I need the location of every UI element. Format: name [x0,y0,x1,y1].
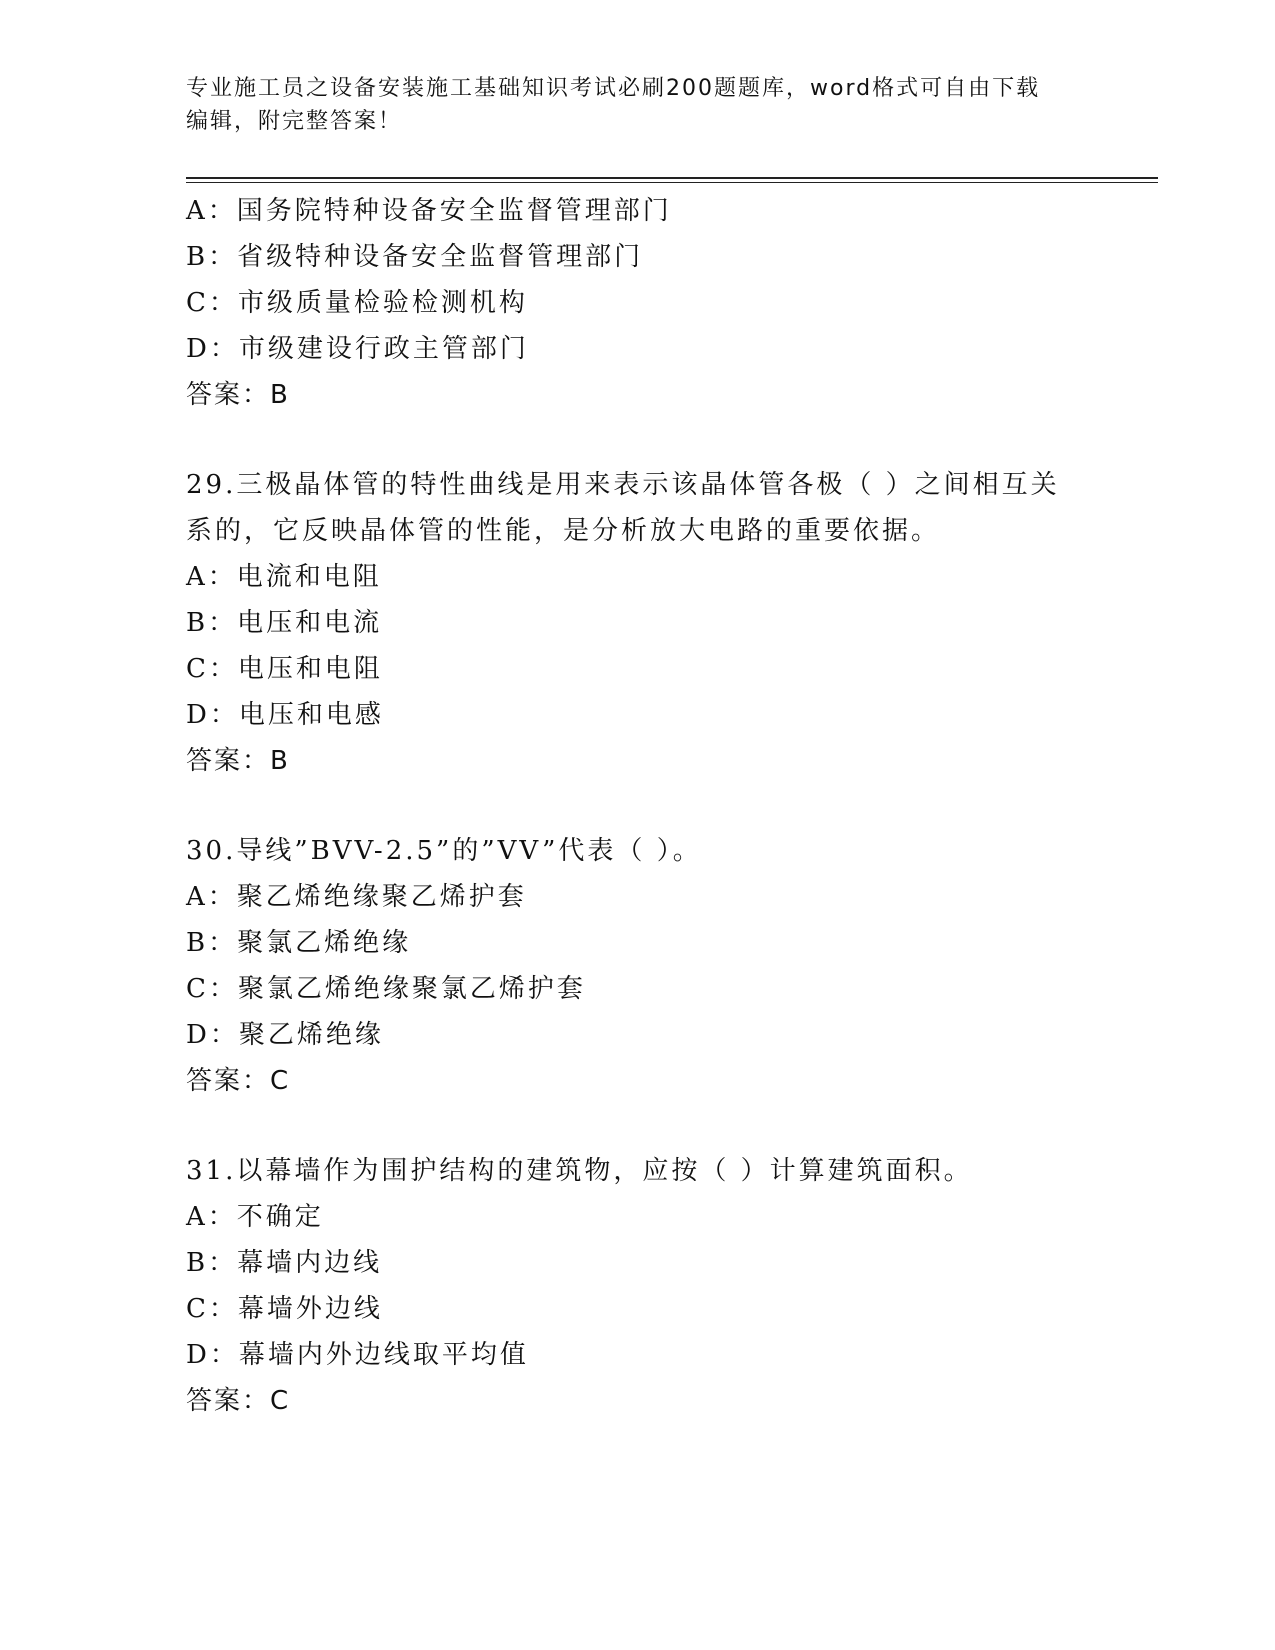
question-gap [186,1104,1086,1148]
question-stem-line-1: 30.导线”BVV-2.5”的”VV”代表（ ）。 [186,836,702,866]
answer: 答案：B [186,746,290,776]
option-d: D：电压和电感 [186,700,384,730]
option-c: C：聚氯乙烯绝缘聚氯乙烯护套 [186,974,586,1004]
option-b: B：电压和电流 [186,608,383,638]
option-a: A：国务院特种设备安全监督管理部门 [186,196,672,226]
option-a: A：聚乙烯绝缘聚乙烯护套 [186,882,527,912]
question-30 [186,828,1086,1104]
option-c: C：电压和电阻 [186,654,383,684]
question-stem-line-2: 系的，它反映晶体管的性能，是分析放大电路的重要依据。 [186,516,941,546]
question-29 [186,462,1086,784]
option-b: B：幕墙内边线 [186,1248,383,1278]
question-stem-line-1: 29.三极晶体管的特性曲线是用来表示该晶体管各极（ ）之间相互关 [186,470,1060,500]
option-c: C：幕墙外边线 [186,1294,383,1324]
option-d: D：聚乙烯绝缘 [186,1020,384,1050]
option-d: D：幕墙内外边线取平均值 [186,1340,529,1370]
header-line-1: 专业施工员之设备安装施工基础知识考试必刷200题题库，word格式可自由下载 [186,76,1041,101]
question-stem-line-1: 31.以幕墙作为围护结构的建筑物，应按（ ）计算建筑面积。 [186,1156,973,1186]
answer: 答案：B [186,380,290,410]
document-header [186,72,1066,138]
question-gap [186,418,1086,462]
option-a: A：电流和电阻 [186,562,382,592]
question-list [186,188,1086,1424]
answer: 答案：C [186,1066,291,1096]
question-31 [186,1148,1086,1424]
option-d: D：市级建设行政主管部门 [186,334,529,364]
header-line-2: 编辑，附完整答案！ [186,109,403,134]
question-28-continued [186,188,1086,418]
question-gap [186,784,1086,828]
answer: 答案：C [186,1386,291,1416]
header-rule-thick [186,177,1158,179]
option-b: B：聚氯乙烯绝缘 [186,928,412,958]
option-a: A：不确定 [186,1202,324,1232]
option-b: B：省级特种设备安全监督管理部门 [186,242,644,272]
header-rule-thin [186,182,1158,183]
option-c: C：市级质量检验检测机构 [186,288,528,318]
